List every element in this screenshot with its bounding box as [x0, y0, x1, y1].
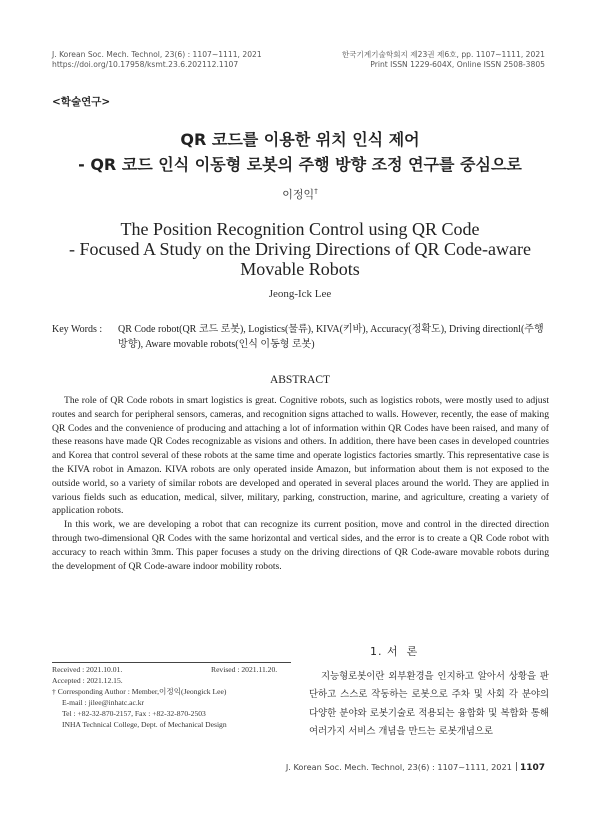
author-email[interactable]: E-mail : jilee@inhatc.ac.kr	[62, 698, 145, 707]
received-date: Received : 2021.10.01.	[52, 665, 123, 674]
footnote-divider	[52, 662, 291, 663]
introduction-body	[309, 668, 549, 741]
abstract-heading: ABSTRACT	[269, 374, 331, 386]
author-en: Jeong-Ick Lee	[268, 288, 332, 300]
title-kr-line1: QR 코드를 이용한 위치 인식 제어	[180, 130, 420, 149]
introduction-paragraph: 지능형로봇이란 외부환경을 인지하고 알아서 상황을 판단하고 스스로 작동하는 로봇으로 주차 및 사회 각 분야의 다양한 분야와 로봇기술로 적용되는 융합화 및 복합화 통해 여러가지 서비스 개념을 만드는 로봇개념으로	[309, 671, 549, 737]
abstract-paragraph-2: In this work, we are developing a robot that can recognize its current position, move and control in the directed direction through two-dimensional QR Codes with the same horizontal and vertical sides, and the error is to create a QR Code robot with accuracy to reach within 3mm. This paper focuses a study on the driving directions of QR Code-aware movable robots during the development of QR Code-aware indoor mobility robots.	[52, 519, 549, 572]
corresponding-mark: †	[314, 187, 318, 196]
title-en-line2: - Focused A Study on the Driving Directions of QR Code-aware	[69, 239, 531, 259]
accepted-date: Accepted : 2021.12.15.	[52, 676, 123, 685]
journal-citation-kr: 한국기계기술학회지 제23권 제6호, pp. 1107~1111, 2021	[341, 50, 545, 59]
page-number: 1107	[519, 763, 545, 773]
author-kr	[0, 186, 600, 202]
author-institution: INHA Technical College, Dept. of Mechanical Design	[62, 720, 227, 729]
footer-citation: J. Korean Soc. Mech. Technol, 23(6) : 1107~1111, 2021	[285, 762, 512, 772]
page-footer	[286, 762, 545, 773]
journal-header-right	[342, 50, 545, 70]
doi-link[interactable]: https://doi.org/10.17958/ksmt.23.6.202112.1107	[52, 60, 239, 69]
section-label: <학술연구>	[52, 96, 111, 108]
abstract-body	[52, 394, 549, 573]
issn-line: Print ISSN 1229-604X, Online ISSN 2508-3805	[370, 60, 545, 69]
keywords-text: QR Code robot(QR 코드 로봇), Logistics(물류), KIVA(키바), Accuracy(정확도), Driving directionl(주행 방향), Aware movable robots(인식 이동형 로봇)	[118, 324, 544, 350]
author-kr-name: 이정익	[282, 188, 315, 201]
section-heading-introduction	[370, 643, 418, 659]
keywords-label: Key Words :	[52, 324, 103, 335]
footer-divider	[516, 762, 517, 771]
keywords	[52, 322, 552, 352]
journal-citation: J. Korean Soc. Mech. Technol, 23(6) : 1107~1111, 2021	[52, 50, 262, 59]
section-number: 1.	[370, 645, 383, 658]
journal-header-left	[52, 50, 262, 70]
title-en-line3: Movable Robots	[240, 259, 360, 279]
title-kr-line2: - QR 코드 인식 이동형 로봇의 주행 방향 조정 연구를 중심으로	[78, 155, 522, 174]
section-title-a: 서	[387, 645, 399, 658]
revised-date: Revised : 2021.11.20.	[211, 665, 278, 674]
author-tel-fax: Tel : +82-32-870-2157, Fax : +82-32-870-2503	[62, 709, 206, 718]
corresponding-author: † Corresponding Author : Member,이정익(Jeongick Lee)	[52, 687, 227, 696]
section-title-b: 론	[406, 645, 419, 658]
abstract-paragraph-1: The role of QR Code robots in smart logistics is great. Cognitive robots, such as logistics robots, were mostly used to adjust routes and search for peripheral sensors, cameras, and recognition signs attached to walls. However, recently, the ease of making QR Codes and the convenience of producing and attaching a lot of information within QR Codes have been raised, and many of these reasons have made QR Codes recognizable as visions and others. In addition, there have been cases in developed countries and Korea that control several of these robots at the same time and operate logistics factories smartly. This representative case is the KIVA robot in Amazon. KIVA robots are only operated inside Amazon, but information about them is not exposed to the outside world, so a variety of similar robots are developed and operated in several places around the world. They are applied in various fields such as education, medical, silver, military, parking, construction, marine, and agriculture, creating a variety of application robots.	[52, 395, 549, 517]
title-en-line1: The Position Recognition Control using QR Code	[120, 219, 480, 239]
